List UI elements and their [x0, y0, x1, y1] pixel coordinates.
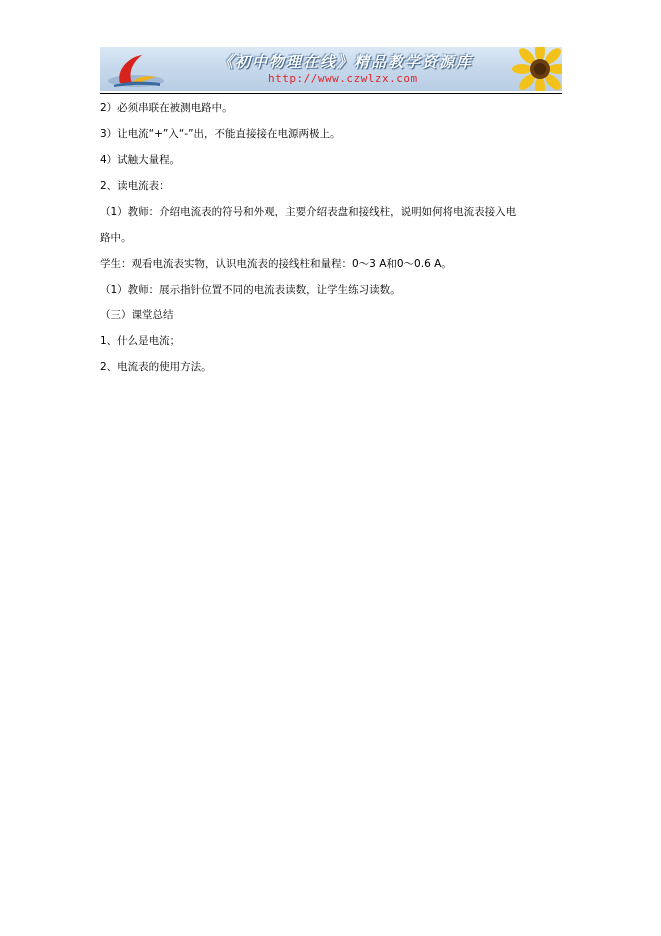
header-banner: [100, 47, 562, 91]
text-line: 路中。: [100, 232, 132, 244]
text-line: 2、电流表的使用方法。: [100, 361, 212, 373]
text-line: 1、什么是电流；: [100, 335, 181, 347]
logo-icon: [106, 51, 166, 89]
text-line: 学生：观看电流表实物，认识电流表的接线柱和量程：0～3 A和0～0.6 A。: [100, 258, 452, 270]
text-line: （1）教师：介绍电流表的符号和外观，主要介绍表盘和接线柱，说明如何将电流表接入电: [100, 206, 517, 218]
text-line: 2）必须串联在被测电路中。: [100, 102, 233, 114]
banner-title: 《初中物理在线》精品教学资源库: [218, 53, 474, 71]
header-rule: [100, 93, 562, 94]
sunflower-icon: [512, 47, 562, 91]
section-heading: （三）课堂总结: [100, 309, 174, 321]
text-line: （1）教师：展示指针位置不同的电流表读数，让学生练习读数。: [100, 284, 401, 296]
banner-url: http://www.czwlzx.com: [268, 72, 418, 85]
text-line: 4）试触大量程。: [100, 154, 181, 166]
text-line: 3）让电流“+”入“-”出，不能直接接在电源两极上。: [100, 128, 341, 140]
text-line: 2、读电流表：: [100, 180, 170, 192]
